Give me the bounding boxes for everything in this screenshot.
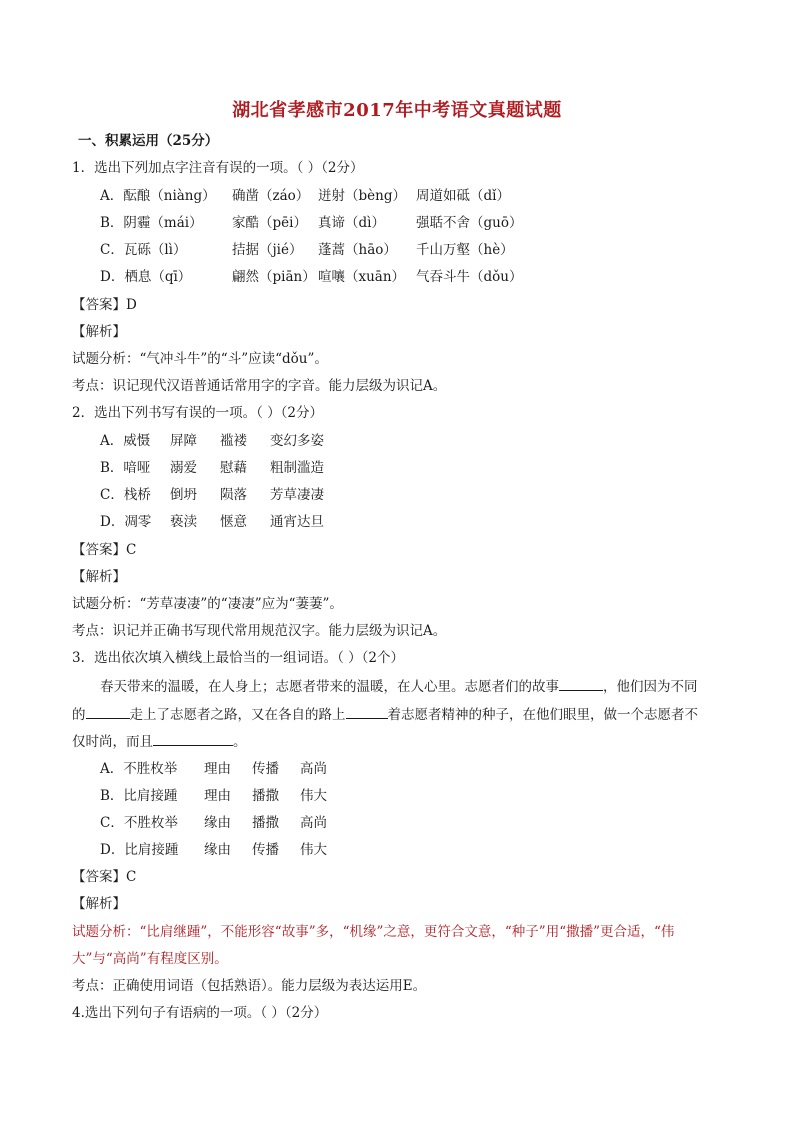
option-cell: 传播 xyxy=(252,842,279,858)
option-cell: B．阴霾（mái） xyxy=(100,215,203,231)
q3-answer: 【答案】C xyxy=(72,869,137,885)
q2-analysis: 试题分析：“芳草凄凄”的“凄凄”应为“萋萋”。 xyxy=(72,596,343,612)
option-cell: 高尚 xyxy=(300,761,327,777)
fill-blank-1 xyxy=(559,676,603,691)
option-cell: 粗制滥造 xyxy=(270,460,324,476)
q3-passage-line-1 xyxy=(100,676,698,697)
q1-analysis-label: 【解析】 xyxy=(72,324,126,340)
option-cell: 喧嚷（xuān） xyxy=(318,269,406,285)
option-cell: 传播 xyxy=(252,761,279,777)
option-cell: 翩然（piān） xyxy=(232,269,316,285)
q2-exam-point: 考点：识记并正确书写现代常用规范汉字。能力层级为识记A。 xyxy=(72,623,447,639)
option-cell: 强聒不舍（guō） xyxy=(416,215,523,231)
option-cell: 千山万壑（hè） xyxy=(416,242,514,258)
q2-option-d xyxy=(100,512,324,532)
option-cell: 惬意 xyxy=(220,514,247,530)
option-cell: 溺爱 xyxy=(170,460,197,476)
q2-option-a xyxy=(100,431,324,451)
option-cell: 亵渎 xyxy=(170,514,197,530)
fill-blank-4 xyxy=(153,731,233,746)
option-cell: C．不胜枚举 xyxy=(100,815,178,831)
q1-answer: 【答案】D xyxy=(72,297,137,313)
option-cell: D．凋零 xyxy=(100,514,152,530)
option-cell: 理由 xyxy=(204,761,231,777)
option-cell: B．喑哑 xyxy=(100,460,151,476)
passage-text: ，他们因为不同 xyxy=(603,679,698,695)
page-title: 湖北省孝感市2017年中考语文真题试题 xyxy=(232,100,562,121)
passage-text: 春天带来的温暖，在人身上；志愿者带来的温暖，在人心里。志愿者们的故事 xyxy=(100,679,559,695)
section-heading: 一、积累运用（25分） xyxy=(78,133,219,149)
option-cell: 慰藉 xyxy=(220,460,247,476)
option-cell: C．瓦砾（lì） xyxy=(100,242,187,258)
option-cell: 气吞斗牛（dǒu） xyxy=(416,269,523,285)
option-cell: 伟大 xyxy=(300,788,327,804)
question-3-stem: 3．选出依次填入横线上最恰当的一组词语。（ ）（2个） xyxy=(72,650,404,666)
option-cell: D．栖息（qī） xyxy=(100,269,192,285)
q3-option-a xyxy=(100,759,327,779)
q1-exam-point: 考点：识记现代汉语普通话常用字的字音。能力层级为识记A。 xyxy=(72,378,447,394)
option-cell: 倒坍 xyxy=(170,487,197,503)
option-cell: 褴褛 xyxy=(220,433,247,449)
q3-analysis-line-2: 大”与“高尚”有程度区别。 xyxy=(72,951,228,967)
option-cell: C．栈桥 xyxy=(100,487,151,503)
q3-exam-point: 考点：正确使用词语（包括熟语）。能力层级为表达运用E。 xyxy=(72,978,427,994)
option-cell: D．比肩接踵 xyxy=(100,842,179,858)
q1-analysis: 试题分析：“气冲斗牛”的“斗”应读“dǒu”。 xyxy=(72,351,328,367)
option-cell: 屏障 xyxy=(170,433,197,449)
q2-option-b xyxy=(100,458,324,478)
q3-passage-line-2 xyxy=(72,704,698,725)
option-cell: 播撒 xyxy=(252,788,279,804)
fill-blank-3 xyxy=(346,704,388,719)
question-4-stem: 4.选出下列句子有语病的一项。（ ）（2分） xyxy=(72,1005,328,1021)
option-cell: 高尚 xyxy=(300,815,327,831)
passage-text: 走上了志愿者之路，又在各自的路上 xyxy=(129,707,346,723)
q3-analysis-line-1: 试题分析：“比肩继踵”，不能形容“故事”多，“机缘”之意，更符合文意，“种子”用“撒播”更合适，“伟 xyxy=(72,924,675,940)
q1-option-c xyxy=(100,240,514,260)
option-cell: 理由 xyxy=(204,788,231,804)
passage-text: 。 xyxy=(233,734,247,750)
option-cell: 芳草凄凄 xyxy=(270,487,324,503)
option-cell: A．威慑 xyxy=(100,433,151,449)
option-cell: 缘由 xyxy=(204,815,231,831)
option-cell: 确凿（záo） xyxy=(232,188,310,204)
option-cell: 播撒 xyxy=(252,815,279,831)
option-cell: 陨落 xyxy=(220,487,247,503)
passage-text: 的 xyxy=(72,707,86,723)
q3-passage-line-3 xyxy=(72,731,247,752)
option-cell: A．不胜枚举 xyxy=(100,761,178,777)
question-2-stem: 2．选出下列书写有误的一项。（ ）（2分） xyxy=(72,405,323,421)
option-cell: 迸射（bèng） xyxy=(318,188,406,204)
passage-text: 仅时尚，而且 xyxy=(72,734,153,750)
question-1-stem: 1．选出下列加点字注音有误的一项。（ ）（2分） xyxy=(72,160,364,176)
q3-analysis-label: 【解析】 xyxy=(72,896,126,912)
option-cell: 缘由 xyxy=(204,842,231,858)
q3-option-b xyxy=(100,786,327,806)
option-cell: B．比肩接踵 xyxy=(100,788,178,804)
q2-analysis-label: 【解析】 xyxy=(72,569,126,585)
q3-option-c xyxy=(100,813,327,833)
option-cell: 变幻多姿 xyxy=(270,433,324,449)
option-cell: 伟大 xyxy=(300,842,327,858)
option-cell: 周道如砥（dǐ） xyxy=(416,188,510,204)
option-cell: 蓬蒿（hāo） xyxy=(318,242,397,258)
option-cell: 通宵达旦 xyxy=(270,514,324,530)
q1-option-b xyxy=(100,213,522,233)
option-cell: 拮据（jié） xyxy=(232,242,303,258)
q2-answer: 【答案】C xyxy=(72,542,137,558)
option-cell: 家酷（pēi） xyxy=(232,215,307,231)
passage-text: 着志愿者精神的种子，在他们眼里，做一个志愿者不 xyxy=(387,707,698,723)
fill-blank-2 xyxy=(86,704,130,719)
option-cell: 真谛（dì） xyxy=(318,215,385,231)
q2-option-c xyxy=(100,485,324,505)
option-cell: A．酝酿（niàng） xyxy=(100,188,216,204)
q1-option-a xyxy=(100,186,510,206)
q1-option-d xyxy=(100,267,522,287)
q3-option-d xyxy=(100,840,327,860)
